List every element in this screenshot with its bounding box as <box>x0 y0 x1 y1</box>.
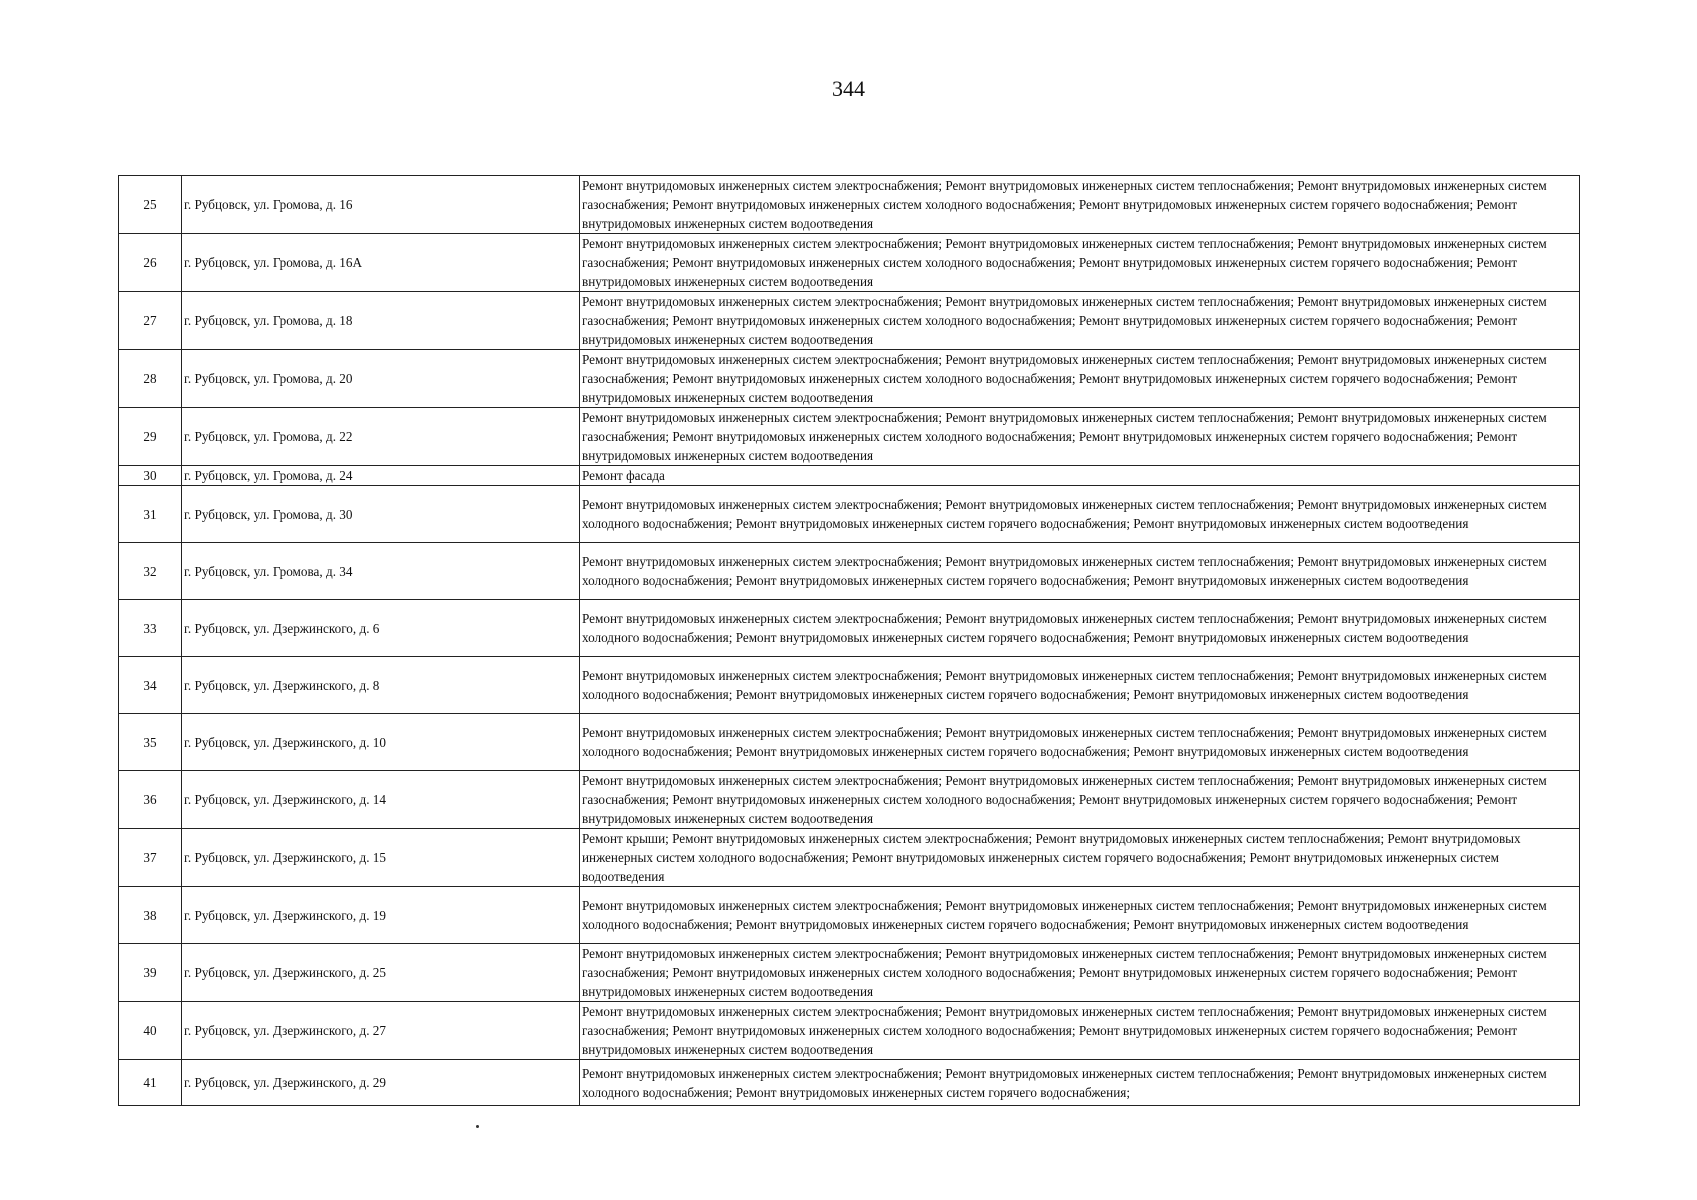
row-works: Ремонт крыши; Ремонт внутридомовых инженерных систем электроснабжения; Ремонт внутридомовых инженерных систем теплоснабжения; Ремонт внутридомовых инженерных систем холодного водоснабжения; Ремонт внутридомовых инженерных систем горячего водоснабжения; Ремонт внутридомовых инженерных систем водоотведения <box>580 829 1580 887</box>
table-row <box>119 1060 1580 1106</box>
table-row <box>119 176 1580 234</box>
row-address: г. Рубцовск, ул. Дзержинского, д. 10 <box>182 714 580 771</box>
repair-works-table <box>118 175 1580 1106</box>
table-row <box>119 543 1580 600</box>
row-address: г. Рубцовск, ул. Громова, д. 24 <box>182 466 580 486</box>
row-number: 41 <box>119 1060 182 1106</box>
stray-dot <box>476 1125 479 1128</box>
row-address: г. Рубцовск, ул. Громова, д. 18 <box>182 292 580 350</box>
page-number: 344 <box>832 76 865 101</box>
row-number: 38 <box>119 887 182 944</box>
row-number: 36 <box>119 771 182 829</box>
row-works: Ремонт внутридомовых инженерных систем электроснабжения; Ремонт внутридомовых инженерных систем теплоснабжения; Ремонт внутридомовых инженерных систем газоснабжения; Ремонт внутридомовых инженерных систем холодного водоснабжения; Ремонт внутридомовых инженерных систем горячего водоснабжения; Ремонт внутридомовых инженерных систем водоотведения <box>580 771 1580 829</box>
table-row <box>119 600 1580 657</box>
row-number: 37 <box>119 829 182 887</box>
table-row <box>119 714 1580 771</box>
row-address: г. Рубцовск, ул. Дзержинского, д. 6 <box>182 600 580 657</box>
row-number: 34 <box>119 657 182 714</box>
row-address: г. Рубцовск, ул. Громова, д. 20 <box>182 350 580 408</box>
row-address: г. Рубцовск, ул. Громова, д. 34 <box>182 543 580 600</box>
table-row <box>119 234 1580 292</box>
row-number: 25 <box>119 176 182 234</box>
row-works: Ремонт фасада <box>580 466 1580 486</box>
row-address: г. Рубцовск, ул. Дзержинского, д. 14 <box>182 771 580 829</box>
row-address: г. Рубцовск, ул. Громова, д. 30 <box>182 486 580 543</box>
row-works: Ремонт внутридомовых инженерных систем электроснабжения; Ремонт внутридомовых инженерных систем теплоснабжения; Ремонт внутридомовых инженерных систем газоснабжения; Ремонт внутридомовых инженерных систем холодного водоснабжения; Ремонт внутридомовых инженерных систем горячего водоснабжения; Ремонт внутридомовых инженерных систем водоотведения <box>580 944 1580 1002</box>
row-address: г. Рубцовск, ул. Дзержинского, д. 25 <box>182 944 580 1002</box>
table-row <box>119 350 1580 408</box>
row-address: г. Рубцовск, ул. Громова, д. 16А <box>182 234 580 292</box>
row-address: г. Рубцовск, ул. Громова, д. 22 <box>182 408 580 466</box>
row-works: Ремонт внутридомовых инженерных систем электроснабжения; Ремонт внутридомовых инженерных систем теплоснабжения; Ремонт внутридомовых инженерных систем холодного водоснабжения; Ремонт внутридомовых инженерных систем горячего водоснабжения; <box>580 1060 1580 1106</box>
row-works: Ремонт внутридомовых инженерных систем электроснабжения; Ремонт внутридомовых инженерных систем теплоснабжения; Ремонт внутридомовых инженерных систем газоснабжения; Ремонт внутридомовых инженерных систем холодного водоснабжения; Ремонт внутридомовых инженерных систем горячего водоснабжения; Ремонт внутридомовых инженерных систем водоотведения <box>580 176 1580 234</box>
row-number: 27 <box>119 292 182 350</box>
row-works: Ремонт внутридомовых инженерных систем электроснабжения; Ремонт внутридомовых инженерных систем теплоснабжения; Ремонт внутридомовых инженерных систем газоснабжения; Ремонт внутридомовых инженерных систем холодного водоснабжения; Ремонт внутридомовых инженерных систем горячего водоснабжения; Ремонт внутридомовых инженерных систем водоотведения <box>580 408 1580 466</box>
table-row <box>119 657 1580 714</box>
row-address: г. Рубцовск, ул. Дзержинского, д. 29 <box>182 1060 580 1106</box>
table-row <box>119 944 1580 1002</box>
table-row <box>119 466 1580 486</box>
table-row <box>119 887 1580 944</box>
row-works: Ремонт внутридомовых инженерных систем электроснабжения; Ремонт внутридомовых инженерных систем теплоснабжения; Ремонт внутридомовых инженерных систем холодного водоснабжения; Ремонт внутридомовых инженерных систем горячего водоснабжения; Ремонт внутридомовых инженерных систем водоотведения <box>580 486 1580 543</box>
row-works: Ремонт внутридомовых инженерных систем электроснабжения; Ремонт внутридомовых инженерных систем теплоснабжения; Ремонт внутридомовых инженерных систем газоснабжения; Ремонт внутридомовых инженерных систем холодного водоснабжения; Ремонт внутридомовых инженерных систем горячего водоснабжения; Ремонт внутридомовых инженерных систем водоотведения <box>580 292 1580 350</box>
table-row <box>119 486 1580 543</box>
row-number: 26 <box>119 234 182 292</box>
table-row <box>119 408 1580 466</box>
row-number: 30 <box>119 466 182 486</box>
row-number: 33 <box>119 600 182 657</box>
row-address: г. Рубцовск, ул. Дзержинского, д. 15 <box>182 829 580 887</box>
table-row <box>119 771 1580 829</box>
row-works: Ремонт внутридомовых инженерных систем электроснабжения; Ремонт внутридомовых инженерных систем теплоснабжения; Ремонт внутридомовых инженерных систем холодного водоснабжения; Ремонт внутридомовых инженерных систем горячего водоснабжения; Ремонт внутридомовых инженерных систем водоотведения <box>580 657 1580 714</box>
row-works: Ремонт внутридомовых инженерных систем электроснабжения; Ремонт внутридомовых инженерных систем теплоснабжения; Ремонт внутридомовых инженерных систем газоснабжения; Ремонт внутридомовых инженерных систем холодного водоснабжения; Ремонт внутридомовых инженерных систем горячего водоснабжения; Ремонт внутридомовых инженерных систем водоотведения <box>580 350 1580 408</box>
row-number: 28 <box>119 350 182 408</box>
row-works: Ремонт внутридомовых инженерных систем электроснабжения; Ремонт внутридомовых инженерных систем теплоснабжения; Ремонт внутридомовых инженерных систем холодного водоснабжения; Ремонт внутридомовых инженерных систем горячего водоснабжения; Ремонт внутридомовых инженерных систем водоотведения <box>580 714 1580 771</box>
row-works: Ремонт внутридомовых инженерных систем электроснабжения; Ремонт внутридомовых инженерных систем теплоснабжения; Ремонт внутридомовых инженерных систем холодного водоснабжения; Ремонт внутридомовых инженерных систем горячего водоснабжения; Ремонт внутридомовых инженерных систем водоотведения <box>580 543 1580 600</box>
row-address: г. Рубцовск, ул. Громова, д. 16 <box>182 176 580 234</box>
row-address: г. Рубцовск, ул. Дзержинского, д. 8 <box>182 657 580 714</box>
table-row <box>119 292 1580 350</box>
row-works: Ремонт внутридомовых инженерных систем электроснабжения; Ремонт внутридомовых инженерных систем теплоснабжения; Ремонт внутридомовых инженерных систем газоснабжения; Ремонт внутридомовых инженерных систем холодного водоснабжения; Ремонт внутридомовых инженерных систем горячего водоснабжения; Ремонт внутридомовых инженерных систем водоотведения <box>580 234 1580 292</box>
row-works: Ремонт внутридомовых инженерных систем электроснабжения; Ремонт внутридомовых инженерных систем теплоснабжения; Ремонт внутридомовых инженерных систем холодного водоснабжения; Ремонт внутридомовых инженерных систем горячего водоснабжения; Ремонт внутридомовых инженерных систем водоотведения <box>580 600 1580 657</box>
row-number: 40 <box>119 1002 182 1060</box>
table-row <box>119 1002 1580 1060</box>
row-address: г. Рубцовск, ул. Дзержинского, д. 27 <box>182 1002 580 1060</box>
row-number: 29 <box>119 408 182 466</box>
row-address: г. Рубцовск, ул. Дзержинского, д. 19 <box>182 887 580 944</box>
row-number: 31 <box>119 486 182 543</box>
table-row <box>119 829 1580 887</box>
row-works: Ремонт внутридомовых инженерных систем электроснабжения; Ремонт внутридомовых инженерных систем теплоснабжения; Ремонт внутридомовых инженерных систем холодного водоснабжения; Ремонт внутридомовых инженерных систем горячего водоснабжения; Ремонт внутридомовых инженерных систем водоотведения <box>580 887 1580 944</box>
row-works: Ремонт внутридомовых инженерных систем электроснабжения; Ремонт внутридомовых инженерных систем теплоснабжения; Ремонт внутридомовых инженерных систем газоснабжения; Ремонт внутридомовых инженерных систем холодного водоснабжения; Ремонт внутридомовых инженерных систем горячего водоснабжения; Ремонт внутридомовых инженерных систем водоотведения <box>580 1002 1580 1060</box>
row-number: 39 <box>119 944 182 1002</box>
row-number: 35 <box>119 714 182 771</box>
row-number: 32 <box>119 543 182 600</box>
